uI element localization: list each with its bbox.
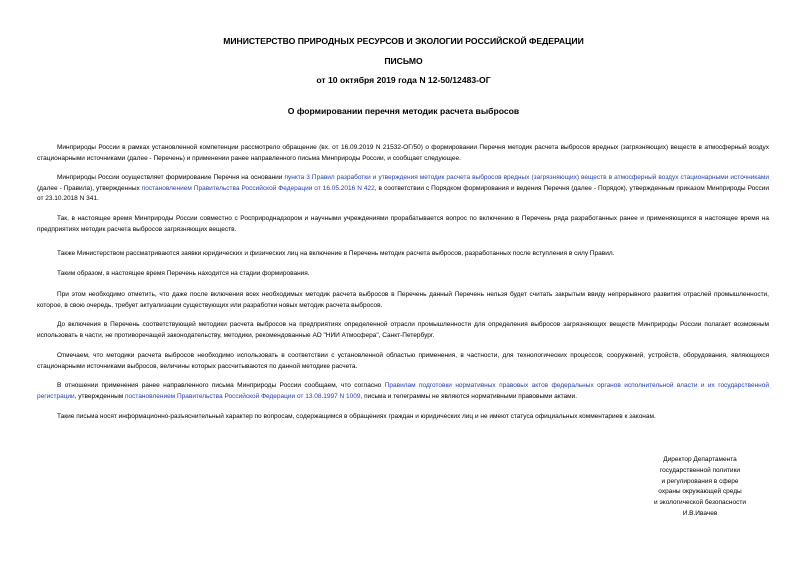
- paragraph-10: Такие письма носят информационно-разъяснительный характер по вопросам, содержащимся в обращениях граждан и юридических лиц и не имеют статуса официальных комментариев к законам.: [57, 413, 656, 420]
- paragraph-6: При этом необходимо отметить, что даже после включения всех необходимых методик расчета выбросов в Перечень данный Перечень нельзя будет считать закрытым ввиду непрерывного развития отраслей промышленности, которое, в свою очередь, требует актуализации существующих или разработки новых методик расчета выбросов.: [37, 291, 769, 309]
- resolution-422-link[interactable]: постановлением Правительства Российской Федерации от 16.05.2016 N 422: [141, 184, 375, 192]
- legal-acts-rules-link[interactable]: Правилам подготовки нормативных правовых актов федеральных органов исполнительной власти и их государственной регистрации: [37, 382, 770, 400]
- signature-line: охраны окружающей среды: [658, 488, 742, 496]
- signature-name: И.В.Ивачев: [682, 509, 718, 517]
- paragraph-2-text-1: Минприроды России осуществляет формирование Перечня на основании: [57, 174, 285, 181]
- paragraph-2-text-3: , в соответствии с Порядком формирования и ведения Перечня (далее - Порядок), утвержденным приказом Минприроды России от 23.10.2018 N 341.: [37, 184, 769, 202]
- ministry-title: МИНИСТЕРСТВО ПРИРОДНЫХ РЕСУРСОВ И ЭКОЛОГИИ РОССИЙСКОЙ ФЕДЕРАЦИИ: [223, 36, 584, 46]
- paragraph-8: Отмечаем, что методики расчета выбросов необходимо использовать в соответствии с установленной областью применения, в частности, для технологических процессов, сооружений, устройств, оборудования, являющихся стационарными источниками выбросов, величины которых рассчитываются по данной методике расчета.: [37, 352, 769, 370]
- document-type: ПИСЬМО: [384, 56, 423, 66]
- paragraph-9-text-2: , утвержденным: [74, 392, 126, 400]
- signature-line: Директор Департамента: [663, 456, 737, 463]
- paragraph-5: Таким образом, в настоящее время Перечень находится на стадии формирования.: [57, 270, 310, 277]
- paragraph-2-text-2: (далее - Правила), утвержденных: [37, 184, 142, 192]
- paragraph-3: Так, в настоящее время Минприроды России совместно с Росприроднадзором и научными учреждениями прорабатывается вопрос по включению в Перечень ряда разработанных ранее и применяющихся в настоящее время на предприятиях методик расчета выбросов загрязняющих веществ.: [37, 215, 769, 233]
- paragraph-9-text-1: В отношении применения ранее направленного письма Минприроды России сообщаем, что согласно: [57, 382, 385, 389]
- paragraph-4: Также Министерством рассматриваются заявки юридических и физических лиц на включение в Перечень методик расчета выбросов, разработанных после вступления в силу Правил.: [57, 250, 615, 257]
- paragraph-9-text-3: , письма и телеграммы не являются нормативными правовыми актами.: [360, 392, 578, 400]
- paragraph-2: [37, 173, 769, 205]
- paragraph-1: Минприроды России в рамках установленной компетенции рассмотрело обращение (вх. от 16.09.2019 N 21532-ОГ/50) о формировании Перечня методик расчета выбросов вредных (загрязняющих) веществ в атмосферный воздух стационарными источниками (далее - Перечень) и применении ранее направленного письма Минприроды России, и сообщает следующее.: [37, 144, 769, 162]
- signature-line: и регулирования в сфере: [661, 477, 739, 485]
- paragraph-9: [37, 381, 769, 402]
- document-subject: О формировании перечня методик расчета выбросов: [287, 106, 520, 116]
- paragraph-7: До включения в Перечень соответствующей методики расчета выбросов на предприятиях определенной отрасли промышленности для определения выбросов загрязняющих веществ Минприроды России полагает возможным использовать в части, не противоречащей законодательству, методики, рекомендованные АО "НИИ Атмосфера", Санкт-Петербург.: [37, 321, 769, 339]
- signature-block: [640, 455, 760, 520]
- signature-line: и экологической безопасности: [654, 499, 746, 507]
- rules-point-3-link[interactable]: пункта 3 Правил разработки и утверждения методик расчета выбросов вредных (загрязняющих) веществ в атмосферный воздух стационарными источниками: [284, 174, 769, 181]
- signature-line: государственной политики: [659, 466, 741, 474]
- document-date-number: от 10 октября 2019 года N 12-50/12483-ОГ: [316, 75, 491, 85]
- resolution-1009-link[interactable]: постановлением Правительства Российской Федерации от 13.08.1997 N 1009: [125, 392, 361, 400]
